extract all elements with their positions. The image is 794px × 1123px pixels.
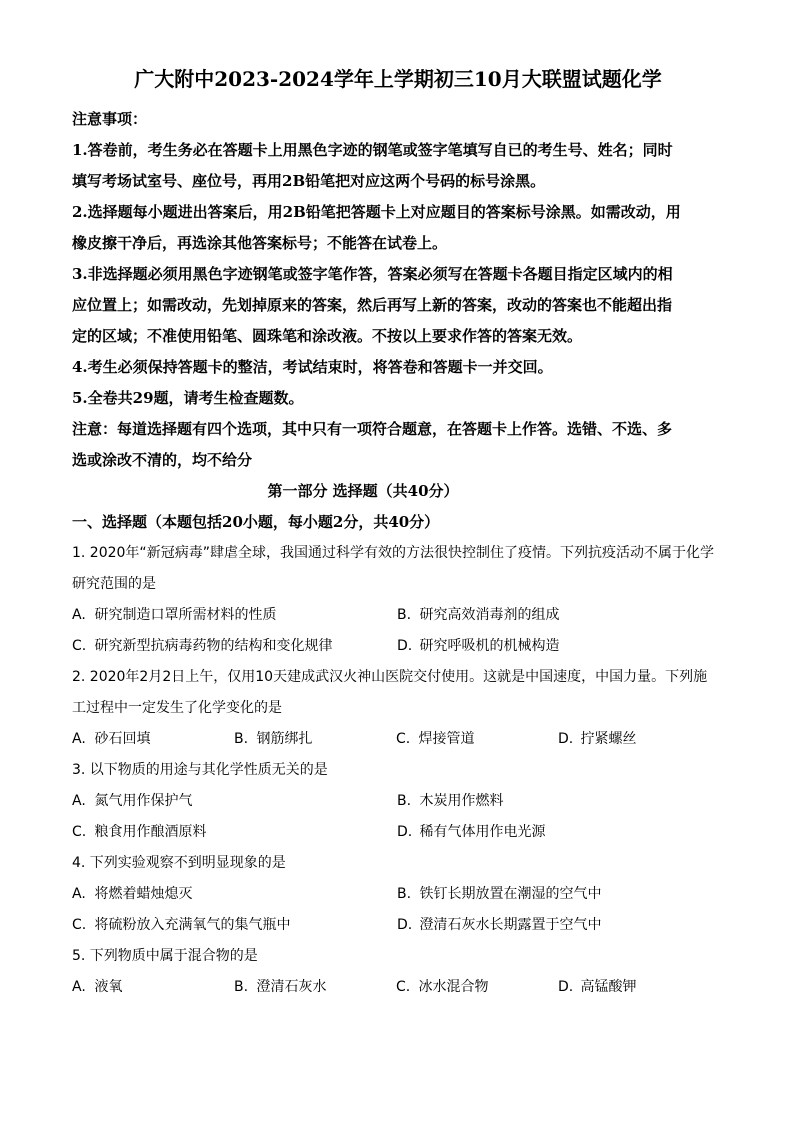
part-title: 一、选择题（本题包括20小题，每小题2分，共40分） [72,513,440,531]
option-b: B. 木炭用作燃料 [397,793,504,809]
notice-line: 5.全卷共29题，请考生检查题数。 [72,389,304,407]
notice-line: 3.非选择题必须用黑色字迹钢笔或签字笔作答，答案必须写在答题卡各题目指定区域内的相 [72,265,673,283]
page-title: 广大附中2023-2024学年上学期初三10月大联盟试题化学 [134,67,662,91]
option-d: D. 澄清石灰水长期露置于空气中 [397,917,602,933]
notice-line: 1.答卷前，考生务必在答题卡上用黑色字迹的钢笔或签字笔填写自已的考生号、姓名；同时 [72,141,673,159]
option-d: D. 高锰酸钾 [558,979,637,995]
question-stem: 5. 下列物质中属于混合物的是 [72,948,258,964]
option-a: A. 氮气用作保护气 [72,793,193,809]
notice-line: 定的区域；不准使用铅笔、圆珠笔和涂改液。不按以上要求作答的答案无效。 [72,327,583,345]
option-a: A. 将燃着蜡烛熄灭 [72,886,193,902]
notice-line: 橡皮擦干净后，再选涂其他答案标号；不能答在试卷上。 [72,234,448,252]
notice-block [72,104,724,476]
question-stem: 2. 2020年2月2日上午，仅用10天建成武汉火神山医院交付使用。这就是中国速度，中国力量。下列施 [72,669,708,685]
option-b: B. 澄清石灰水 [234,979,327,995]
option-a: A. 研究制造口罩所需材料的性质 [72,607,277,623]
question-5 [72,941,724,1003]
question-stem: 4. 下列实验观察不到明显现象的是 [72,855,286,871]
option-d: D. 研究呼吸机的机械构造 [397,638,560,654]
question-stem: 工过程中一定发生了化学变化的是 [72,700,282,716]
option-b: B. 钢筋绑扎 [234,731,313,747]
question-stem: 3. 以下物质的用途与其化学性质无关的是 [72,762,328,778]
notice-line: 4.考生必须保持答题卡的整洁，考试结束时，将答卷和答题卡一并交回。 [72,358,553,376]
option-d: D. 稀有气体用作电光源 [397,824,546,840]
notice-line: 填写考场试室号、座位号，再用2B铅笔把对应这两个号码的标号涂黑。 [72,172,546,190]
option-c: C. 研究新型抗病毒药物的结构和变化规律 [72,638,333,654]
question-stem: 研究范围的是 [72,576,156,592]
question-3 [72,755,724,848]
question-1 [72,538,724,662]
notice-line: 注意：每道选择题有四个选项，其中只有一项符合题意，在答题卡上作答。选错、不选、多 [72,420,673,438]
option-c: C. 冰水混合物 [396,979,489,995]
section-title: 第一部分 选择题（共40分） [267,482,459,500]
option-b: B. 研究高效消毒剂的组成 [397,607,560,623]
option-c: C. 焊接管道 [396,731,475,747]
exam-page [72,64,724,1003]
option-a: A. 液氧 [72,979,123,995]
notice-line: 应位置上；如需改动，先划掉原来的答案，然后再写上新的答案，改动的答案也不能超出指 [72,296,673,314]
option-b: B. 铁钉长期放置在潮湿的空气中 [397,886,602,902]
option-c: C. 粮食用作酿酒原料 [72,824,207,840]
notice-line: 选或涂改不清的，均不给分 [72,451,253,469]
question-stem: 1. 2020年“新冠病毒”肆虐全球，我国通过科学有效的方法很快控制住了疫情。下列抗疫活动不属于化学 [72,545,714,561]
notice-heading: 注意事项： [72,110,148,128]
option-c: C. 将硫粉放入充满氧气的集气瓶中 [72,917,291,933]
option-a: A. 砂石回填 [72,731,151,747]
question-2 [72,662,724,755]
option-d: D. 拧紧螺丝 [558,731,637,747]
notice-line: 2.选择题每小题进出答案后，用2B铅笔把答题卡上对应题目的答案标号涂黑。如需改动，用 [72,203,681,221]
question-4 [72,848,724,941]
